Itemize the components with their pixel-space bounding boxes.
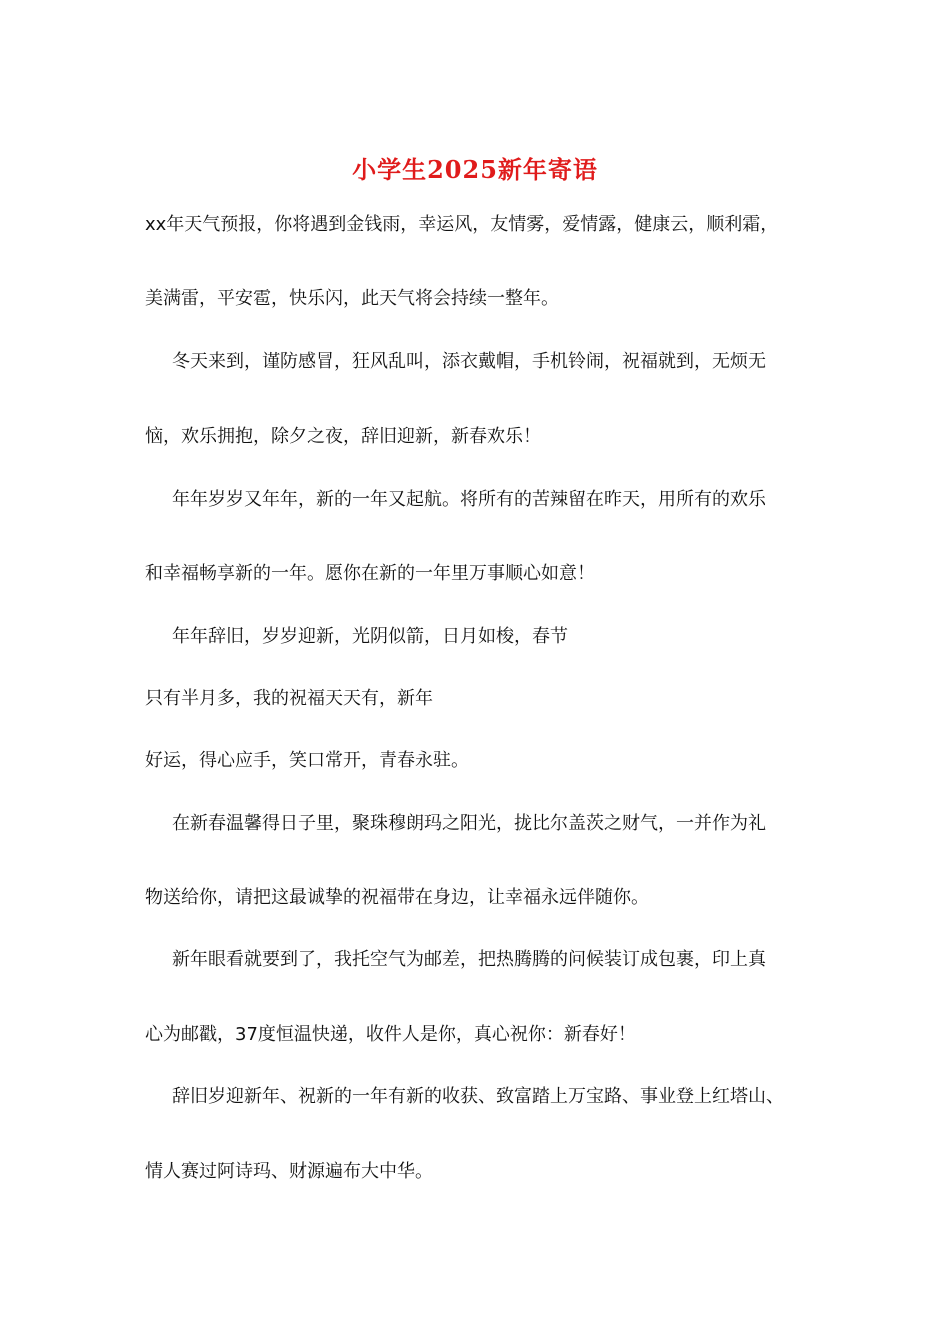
paragraph-2-line-2: 恼，欢乐拥抱，除夕之夜，辞旧迎新，新春欢乐！ <box>145 426 541 447</box>
paragraph-3-line-1: 年年岁岁又年年，新的一年又起航。将所有的苦辣留在昨天，用所有的欢乐 <box>172 489 766 510</box>
paragraph-5-line-1: 在新春温馨得日子里，聚珠穆朗玛之阳光，拢比尔盖茨之财气，一并作为礼 <box>172 813 766 834</box>
paragraph-5-line-2: 物送给你，请把这最诚挚的祝福带在身边，让幸福永远伴随你。 <box>145 887 649 908</box>
paragraph-2-line-1: 冬天来到，谨防感冒，狂风乱叫，添衣戴帽，手机铃闹，祝福就到，无烦无 <box>172 351 766 372</box>
paragraph-1-line-1: xx年天气预报，你将遇到金钱雨，幸运风，友情雾，爱情露，健康云，顺利霜， <box>145 214 779 235</box>
paragraph-6-line-2: 心为邮戳，37度恒温快递，收件人是你，真心祝你：新春好！ <box>145 1024 636 1045</box>
page-title: 小学生2025新年寄语 <box>352 155 598 184</box>
paragraph-1-line-2: 美满雷，平安雹，快乐闪，此天气将会持续一整年。 <box>145 288 559 309</box>
paragraph-4-line-2: 只有半月多，我的祝福天天有，新年 <box>145 688 433 709</box>
paragraph-4-line-1: 年年辞旧，岁岁迎新，光阴似箭，日月如梭，春节 <box>172 626 568 647</box>
paragraph-7-line-2: 情人赛过阿诗玛、财源遍布大中华。 <box>145 1161 433 1182</box>
paragraph-7-line-1: 辞旧岁迎新年、祝新的一年有新的收获、致富踏上万宝路、事业登上红塔山、 <box>172 1086 784 1107</box>
paragraph-3-line-2: 和幸福畅享新的一年。愿你在新的一年里万事顺心如意！ <box>145 563 595 584</box>
paragraph-6-line-1: 新年眼看就要到了，我托空气为邮差，把热腾腾的问候装订成包裹，印上真 <box>172 949 766 970</box>
paragraph-4-line-3: 好运，得心应手，笑口常开，青春永驻。 <box>145 750 469 771</box>
